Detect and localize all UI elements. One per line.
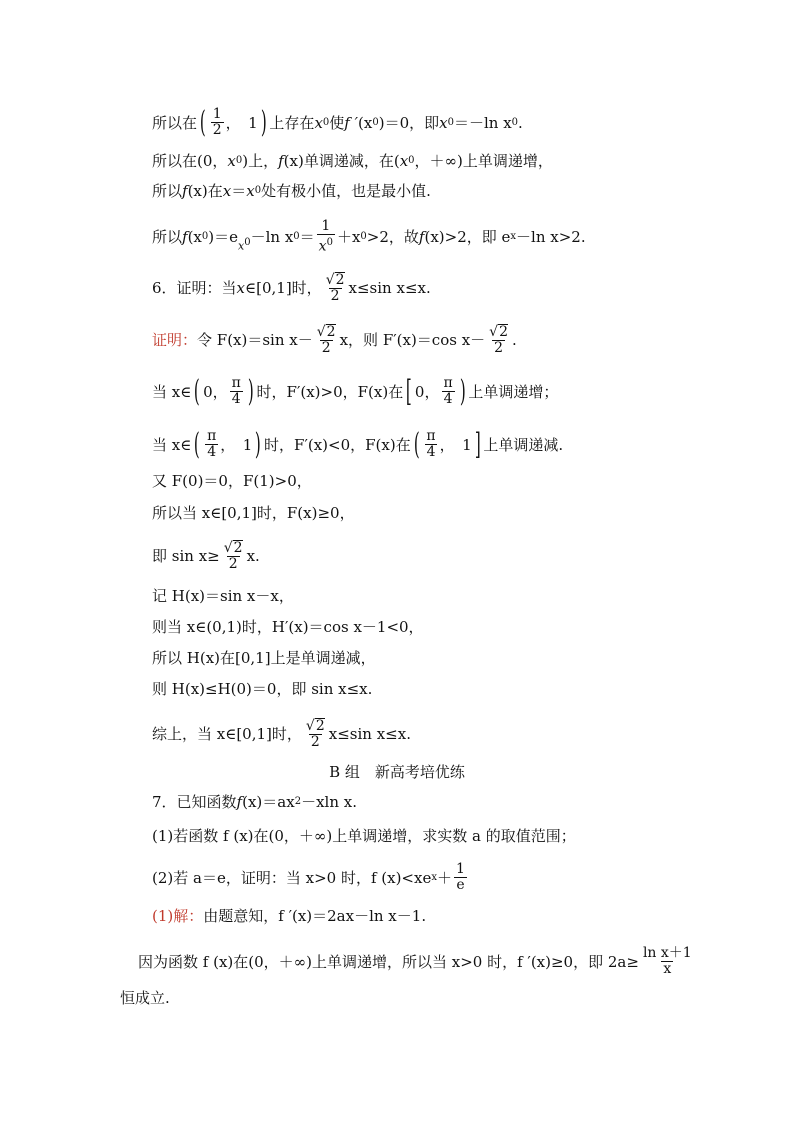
fraction [317,219,335,255]
fraction [487,324,510,356]
text: (x)单调递减，在( [283,152,400,170]
denominator: 2 [494,340,504,356]
text: ∈[0,1]时， [245,279,322,297]
denominator: 4 [231,391,241,407]
text: 处有极小值，也是最小值. [261,182,431,200]
text: 所以在(0， [152,152,228,170]
proof-line-8 [152,426,564,462]
var: x [314,113,323,132]
fraction [315,324,338,356]
text: 当 x∈ [152,435,192,454]
var: x [236,279,246,297]
denominator: 4 [443,391,453,407]
radicand: 2 [233,540,243,556]
numerator: ln x＋1 [642,945,692,961]
paren: ) [260,104,267,140]
text: 当 x∈ [152,382,192,401]
fraction [324,272,347,304]
text: 令 F(x)＝sin x－ [197,331,313,349]
paren: ) [459,373,466,409]
sub: 0 [408,155,415,166]
text: ＝ [231,182,247,200]
text: 因为函数 f (x)在(0，＋∞)上单调递增，所以当 x>0 时，f ′(x)≥0，即 2a≥ [138,952,639,971]
numerator: √2 [223,540,243,556]
problem-7-part-2 [152,862,469,893]
var: x [227,152,236,170]
var: x [222,182,232,200]
paren: [ [406,373,412,409]
sub: 0 [201,230,209,242]
numerator: √2 [305,718,325,734]
text: 时，F′(x)<0，F(x)在 [264,435,411,454]
numerator: √2 [316,324,336,340]
paren: ( [413,426,420,462]
text: (x)在 [187,182,223,200]
text: x. [246,547,260,565]
problem-7 [152,792,357,812]
sup: x [510,230,517,242]
text: 上单调递减. [483,435,564,454]
denominator: 2 [228,556,238,572]
text: 上存在 [269,113,315,132]
denominator: e [456,877,465,893]
text: (2)若 a＝e，证明：当 x>0 时，f (x)<xe [152,868,432,887]
var: f [182,227,188,246]
denominator: 2 [212,122,222,138]
text: 所以在 [152,113,198,132]
fraction [222,540,245,572]
sup: 0 [244,237,251,248]
text: )＝0，即 [378,113,440,132]
text: ＝ [299,227,315,246]
fraction [205,429,218,460]
radicand: 2 [326,324,336,340]
var: f ′ [344,113,359,132]
fraction [424,429,437,460]
text: ， 1 [439,435,472,454]
text: －ln x>2. [516,227,586,246]
denominator: 4 [426,444,436,460]
solution-line-1 [152,104,523,140]
text: ＝－ln x [453,113,512,132]
proof-line-10: 所以当 x∈[0,1]时，F(x)≥0， [152,504,355,522]
denominator: 2 [330,288,340,304]
sub: 0 [447,116,454,128]
var: f [182,182,188,200]
var: f [236,793,243,811]
fraction [641,946,694,977]
fraction [211,107,224,138]
problem-7-part-1: (1)若函数 f (x)在(0，＋∞)上单调递增，求实数 a 的取值范围； [152,827,576,845]
text: (x [358,113,373,132]
solution-7-3: 恒成立. [120,989,170,1007]
sub: 0 [322,116,330,128]
text: )上， [242,152,279,170]
text: ＋x [336,227,361,246]
exp-sub [238,233,251,257]
numerator: 1 [212,106,222,122]
text: 0， [203,382,228,401]
radicand: 2 [315,718,325,734]
text: ，＋∞)上单调递增， [414,152,553,170]
solution-line-4 [152,219,586,255]
text: . [518,113,523,132]
denominator: x [663,961,672,977]
solution-7-1 [152,906,426,926]
proof-conclusion [152,718,411,750]
proof-line-9: 又 F(0)＝0，F(1)>0， [152,472,312,490]
text: 由题意知，f ′(x)＝2ax－ln x－1. [203,907,427,925]
fraction [230,376,243,407]
proof-line-13: 则当 x∈(0,1)时，H′(x)＝cos x－1<0， [152,618,424,636]
proof-label: 证明： [152,331,198,349]
sub: 0 [235,155,243,166]
sup: 2 [294,796,302,807]
text: 6．证明：当 [152,279,237,297]
numerator: π [231,375,241,391]
sup: x [431,871,437,883]
problem-6 [152,272,431,304]
numerator: √2 [489,324,508,340]
text: 0， [414,382,440,401]
solution-line-3 [152,181,431,201]
var: f [418,227,425,246]
text: x≤sin x≤x. [328,725,411,743]
solution-label: (1)解： [152,907,204,925]
radicand: 2 [335,272,345,288]
var: x [439,113,448,132]
proof-line-7 [152,373,559,409]
paren: ) [247,373,254,409]
sub: 0 [511,116,519,128]
text: 综上，当 x∈[0,1]时， [152,725,302,743]
numerator: 1 [456,861,465,877]
paren: ] [474,426,481,462]
radicand: 2 [499,324,508,340]
solution-line-2 [152,151,553,171]
numerator: π [207,428,217,444]
text: (x)>2，即 e [424,227,511,246]
denominator: 4 [207,444,217,460]
proof-line-11 [152,540,260,572]
proof-intro [152,324,517,356]
numerator: √2 [325,272,345,288]
section-heading: B 组 新高考培优练 [329,763,465,781]
paren: ) [255,426,262,462]
numerator: π [443,375,453,391]
paren: ( [194,373,201,409]
proof-line-15: 则 H(x)≤H(0)＝0，即 sin x≤x. [152,680,373,698]
paren: ( [199,104,206,140]
text: >2，故 [366,227,419,246]
solution-7-2 [138,946,696,977]
denominator: 2 [321,340,331,356]
sub: 0 [372,116,379,128]
proof-line-14: 所以 H(x)在[0,1]上是单调递减， [152,649,376,667]
var: f [278,152,284,170]
var: x [399,152,409,170]
text: －xln x. [301,793,357,811]
proof-line-12: 记 H(x)＝sin x－x， [152,587,294,605]
text: ， 1 [220,435,253,454]
sub: 0 [360,230,367,242]
numerator: π [426,428,436,444]
denominator [317,234,335,255]
sub: 0 [254,185,262,196]
fraction [454,862,467,893]
text: ， 1 [225,113,258,132]
fraction [304,718,327,750]
text: 所以 [152,182,183,200]
text: )＝e [208,227,238,246]
text: 时，F′(x)>0，F(x)在 [256,382,404,401]
text: 使 [329,113,345,132]
text: (x [187,227,202,246]
text: 所以 [152,227,183,246]
paren: ( [194,426,201,462]
var: x [246,182,255,200]
text: －ln x [250,227,294,246]
numerator: 1 [321,218,331,234]
var: x [318,238,327,255]
text: 上单调递增； [468,382,559,401]
text: x，则 F′(x)＝cos x－ [339,331,486,349]
text: ＋ [436,868,452,887]
text: 7．已知函数 [152,793,237,811]
text: (x)＝ax [242,793,295,811]
text: 即 sin x≥ [152,547,220,565]
sub: 0 [293,230,300,242]
text: x≤sin x≤x. [348,279,431,297]
fraction [441,376,454,407]
sup: 0 [326,237,333,248]
text: . [512,331,517,349]
var: x [238,239,245,253]
denominator: 2 [310,734,320,750]
